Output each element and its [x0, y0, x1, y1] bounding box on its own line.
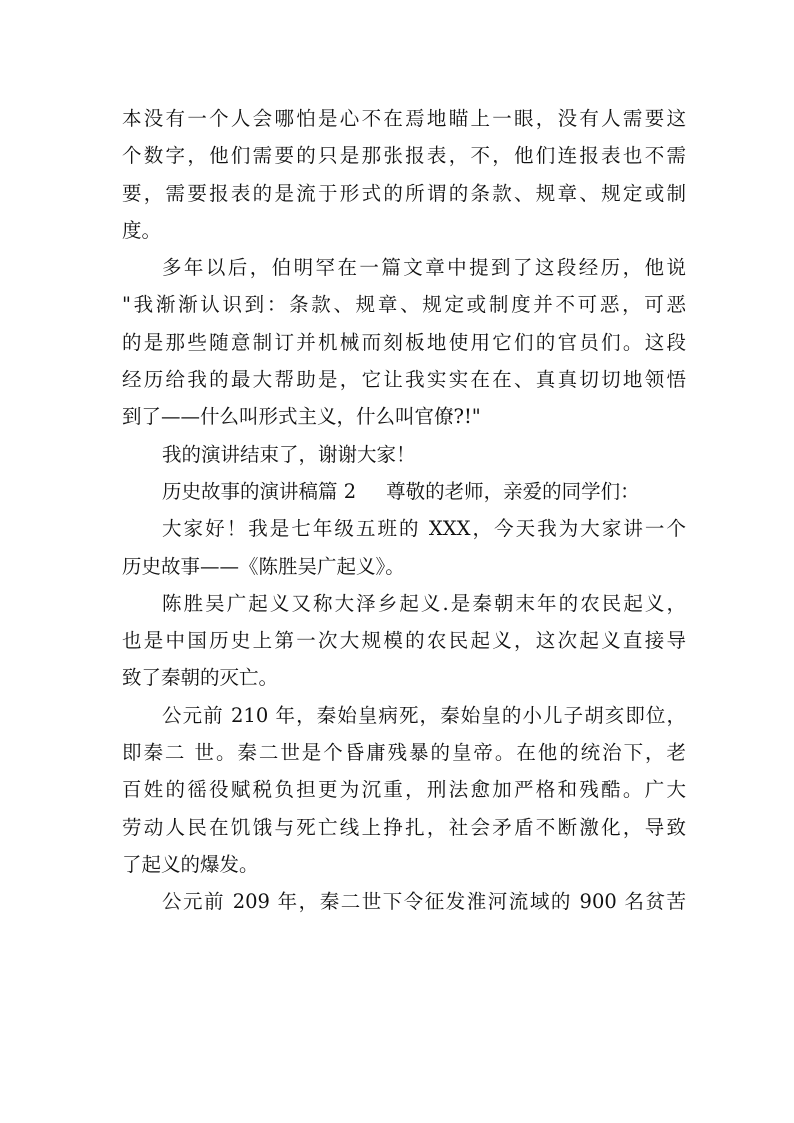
- text-line: 也是中国历史上第一次大规模的农民起义，这次起义直接导: [122, 629, 686, 653]
- text-line: 本没有一个人会哪怕是心不在焉地瞄上一眼，没有人需要这: [122, 107, 686, 130]
- text-line-heading: [122, 473, 686, 510]
- text-line: 历史故事——《陈胜吴广起义》。: [122, 554, 405, 578]
- text-line: 了起义的爆发。: [122, 852, 259, 876]
- text-line: 致了秦朝的灭亡。: [122, 666, 279, 690]
- greeting: 尊敬的老师，亲爱的同学们：: [386, 479, 640, 503]
- text-line: 个数字，他们需要的只是那张报表，不，他们连报表也不需: [122, 144, 686, 168]
- text-line: 到了——什么叫形式主义，什么叫官僚?!": [122, 405, 481, 429]
- text-line: 劳动人民在饥饿与死亡线上挣扎，社会矛盾不断激化，导致: [122, 815, 686, 839]
- document-page: [122, 100, 686, 921]
- text-line: 百姓的徭役赋税负担更为沉重，刑法愈加严格和残酷。广大: [122, 778, 686, 802]
- text-line: 公元前 210 年，秦始皇病死，秦始皇的小儿子胡亥即位，: [162, 703, 686, 727]
- text-line: 要，需要报表的是流于形式的所谓的条款、规章、规定或制: [122, 181, 686, 205]
- text-line: 度。: [122, 218, 162, 242]
- text-line: 公元前 209 年，秦二世下令征发淮河流域的 900 名贫苦: [162, 890, 686, 914]
- text-line: 大家好！我是七年级五班的 XXX，今天我为大家讲一个: [162, 517, 686, 541]
- text-line: 即秦二 世。秦二世是个昏庸残暴的皇帝。在他的统治下，老: [122, 741, 686, 765]
- text-line: 陈胜吴广起义又称大泽乡起义.是秦朝末年的农民起义，: [162, 591, 686, 615]
- section-heading: 历史故事的演讲稿篇 2: [162, 479, 357, 503]
- text-line: 的是那些随意制订并机械而刻板地使用它们的官员们。这段: [122, 330, 686, 354]
- text-line: 经历给我的最大帮助是，它让我实实在在、真真切切地领悟: [122, 368, 686, 392]
- text-line: 我的演讲结束了，谢谢大家！: [162, 442, 416, 466]
- text-line: 多年以后，伯明罕在一篇文章中提到了这段经历，他说: [162, 256, 686, 280]
- text-line: "我渐渐认识到：条款、规章、规定或制度并不可恶，可恶: [122, 293, 686, 317]
